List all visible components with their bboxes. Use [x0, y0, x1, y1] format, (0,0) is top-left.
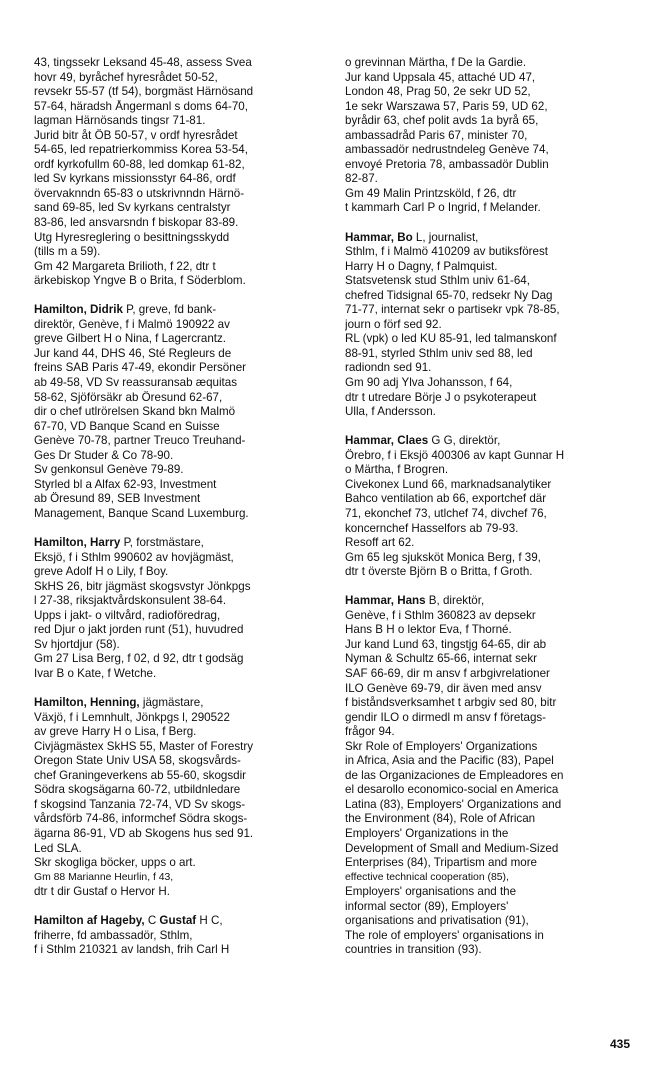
- entry-name: Hamilton, Didrik: [34, 303, 123, 317]
- entry-name: Hamilton, Henning,: [34, 696, 140, 710]
- text-line: SAF 66-69, dir m ansv f arbgivrelationer: [345, 666, 550, 680]
- entry-name: Hammar, Claes: [345, 434, 429, 448]
- text-line: dtr t överste Björn B o Britta, f Groth.: [345, 565, 533, 579]
- text-line: led Sv kyrkans missionsstyr 64-86, ordf: [34, 172, 236, 186]
- entry-hamilton-henning: [34, 696, 317, 900]
- text-line: 58-62, Sjöförsäkr ab Öresund 62-67,: [34, 390, 223, 404]
- text-line: SkHS 26, bitr jägmäst skogsvstyr Jönkpgs: [34, 579, 251, 593]
- text-line: ILO Genève 69-79, dir även med ansv: [345, 681, 542, 695]
- text-line: o Märtha, f Brogren.: [345, 463, 449, 477]
- text-line: Bahco ventilation ab 66, exportchef där: [345, 492, 547, 506]
- text-line: journ o förf sed 92.: [345, 317, 442, 331]
- text-line: Gm 27 Lisa Berg, f 02, d 92, dtr t godsäg: [34, 652, 244, 666]
- text-line: lagman Härnösands tingsr 71-81.: [34, 114, 206, 128]
- text-line: dir o chef utlrörelsen Skand bkn Malmö: [34, 405, 236, 419]
- entry-hamilton-didrik: [34, 303, 317, 521]
- entry-heading-rest: C: [144, 914, 160, 928]
- text-line: ambassadör nedrustndeleg Genève 74,: [345, 143, 549, 157]
- entry-hammar-bo: [345, 231, 628, 420]
- text-line: red Djur o jakt jorden runt (51), huvudred: [34, 623, 244, 637]
- left-column: [34, 56, 317, 972]
- entry-continuation: [345, 56, 628, 216]
- text-line: f i Sthlm 210321 av landsh, frih Carl H: [34, 943, 230, 957]
- text-line: Gm 49 Malin Printzsköld, f 26, dtr: [345, 186, 517, 200]
- text-line: freins SAB Paris 47-49, ekondir Persöner: [34, 361, 247, 375]
- entry-continuation: [34, 56, 317, 289]
- text-line: Jur kand 44, DHS 46, Sté Regleurs de: [34, 346, 232, 360]
- text-line: Latina (83), Employers' Organizations and: [345, 797, 562, 811]
- entry-heading: [34, 696, 317, 711]
- text-line: el desarollo economico-social en America: [345, 783, 559, 797]
- text-line: direktör, Genève, f i Malmö 190922 av: [34, 317, 230, 331]
- entry-hammar-hans: [345, 594, 628, 958]
- text-line: Gm 65 leg sjuksköt Monica Berg, f 39,: [345, 550, 541, 564]
- text-line: vårdsförb 74-86, informchef Södra skogs-: [34, 812, 248, 826]
- entry-heading-rest: G G, direktör,: [428, 434, 501, 448]
- text-line: Gm 88 Marianne Heurlin, f 43,: [34, 871, 174, 883]
- entry-heading: [345, 231, 628, 246]
- text-line: ab Öresund 89, SEB Investment: [34, 492, 201, 506]
- text-line: Employers' Organizations in the: [345, 826, 509, 840]
- text-line: Skr Role of Employers' Organizations: [345, 739, 538, 753]
- text-line: Sv hjortdjur (58).: [34, 637, 120, 651]
- text-line: greve Adolf H o Lily, f Boy.: [34, 565, 169, 579]
- entry-heading: [34, 536, 317, 551]
- text-line: Utg Hyresreglering o besittningsskydd: [34, 230, 230, 244]
- text-line: Harry H o Dagny, f Palmquist.: [345, 259, 498, 273]
- text-line: hovr 49, byråchef hyresrådet 50-52,: [34, 70, 218, 84]
- text-line: ambassadråd Paris 67, minister 70,: [345, 128, 528, 142]
- text-line: Management, Banque Scand Luxemburg.: [34, 506, 249, 520]
- text-line: f biståndsverksamhet t arbgiv sed 80, bitr: [345, 696, 557, 710]
- text-line: dtr t dir Gustaf o Hervor H.: [34, 885, 170, 899]
- text-line: Oregon State Univ USA 58, skogsvårds-: [34, 754, 241, 768]
- text-line: friherre, fd ambassadör, Sthlm,: [34, 928, 193, 942]
- text-line: Genève, f i Sthlm 360823 av depsekr: [345, 608, 536, 622]
- text-line: Hans B H o lektor Eva, f Thorné.: [345, 623, 512, 637]
- text-line: Sthlm, f i Malmö 410209 av butiksförest: [345, 245, 548, 259]
- entry-heading-rest: H C,: [196, 914, 223, 928]
- text-line: Styrled bl a Alfax 62-93, Investment: [34, 477, 217, 491]
- text-line: informal sector (89), Employers': [345, 899, 509, 913]
- text-line: Nyman & Schultz 65-66, internat sekr: [345, 652, 538, 666]
- text-line: Employers' organisations and the: [345, 885, 517, 899]
- text-line: Resoff art 62.: [345, 536, 415, 550]
- text-line: effective technical cooperation (85),: [345, 871, 509, 883]
- text-line: Eksjö, f i Sthlm 990602 av hovjägmäst,: [34, 550, 234, 564]
- entry-heading: [34, 914, 317, 929]
- text-line: övervaknndn 65-83 o utskrivnndn Härnö-: [34, 186, 245, 200]
- entry-heading-rest: P, greve, fd bank-: [122, 303, 217, 317]
- text-line: The role of employers' organisations in: [345, 928, 544, 942]
- text-line: 83-86, led ansvarsndn f biskopar 83-89.: [34, 216, 239, 230]
- text-line: Växjö, f i Lemnhult, Jönkpgs l, 290522: [34, 710, 230, 724]
- text-line: revsekr 55-57 (tf 54), borgmäst Härnösand: [34, 85, 254, 99]
- text-line: 57-64, häradsh Ångermanl s doms 64-70,: [34, 99, 248, 113]
- entry-name: Hamilton, Harry: [34, 536, 121, 550]
- entry-heading-rest: P, forstmästare,: [120, 536, 204, 550]
- text-line: o grevinnan Märtha, f De la Gardie.: [345, 56, 527, 69]
- text-line: Gm 42 Margareta Brilioth, f 22, dtr t: [34, 259, 216, 273]
- text-line: 43, tingssekr Leksand 45-48, assess Svea: [34, 56, 252, 69]
- text-line: av greve Harry H o Lisa, f Berg.: [34, 725, 197, 739]
- right-column: [345, 56, 628, 972]
- text-line: 71, ekonchef 73, utlchef 74, divchef 76,: [345, 506, 547, 520]
- entry-heading: [345, 594, 628, 609]
- text-line: l 27-38, riksjaktvårdskonsulent 38-64.: [34, 594, 227, 608]
- text-line: byrådir 63, chef polit avds 1a byrå 65,: [345, 114, 539, 128]
- text-line: ägarna 86-91, VD ab Skogens hus sed 91.: [34, 826, 254, 840]
- text-line: koncernchef Hasselfors ab 79-93.: [345, 521, 519, 535]
- text-line: 67-70, VD Banque Scand en Suisse: [34, 419, 220, 433]
- text-line: gendir ILO o dirmedl m ansv f företags-: [345, 710, 547, 724]
- text-line: dtr t utredare Börje J o psykoterapeut: [345, 390, 537, 404]
- text-line: envoyé Pretoria 78, ambassadör Dublin: [345, 157, 549, 171]
- text-line: organisations and privatisation (91),: [345, 914, 529, 928]
- text-line: greve Gilbert H o Nina, f Lagercrantz.: [34, 332, 227, 346]
- text-line: radiondn sed 91.: [345, 361, 432, 375]
- text-line: Jur kand Uppsala 45, attaché UD 47,: [345, 70, 536, 84]
- text-line: Civjägmästex SkHS 55, Master of Forestry: [34, 739, 254, 753]
- entry-heading: [34, 303, 317, 318]
- text-line: Upps i jakt- o viltvård, radioföredrag,: [34, 608, 221, 622]
- text-line: Development of Small and Medium-Sized: [345, 841, 559, 855]
- entry-name-callname: Gustaf: [159, 914, 197, 928]
- text-line: 88-91, styrled Sthlm univ sed 88, led: [345, 346, 533, 360]
- entry-heading-rest: B, direktör,: [425, 594, 485, 608]
- entry-hamilton-af-hageby-gustaf: [34, 914, 317, 958]
- text-line: Ulla, f Andersson.: [345, 405, 436, 419]
- text-line: 82-87.: [345, 172, 378, 186]
- text-line: Ivar B o Kate, f Wetche.: [34, 666, 157, 680]
- text-line: sand 69-85, led Sv kyrkans centralstyr: [34, 201, 231, 215]
- text-line: Statsvetensk stud Sthlm univ 61-64,: [345, 274, 530, 288]
- entry-heading-rest: L, journalist,: [412, 230, 479, 244]
- text-line: frågor 94.: [345, 725, 395, 739]
- page-number: 435: [609, 1037, 630, 1051]
- text-line: 71-77, internat sekr o partisekr vpk 78-85,: [345, 303, 560, 317]
- text-line: Skr skogliga böcker, upps o art.: [34, 856, 196, 870]
- entry-hamilton-harry: [34, 536, 317, 681]
- text-line: ordf kyrkofullm 60-88, led domkap 61-82,: [34, 157, 245, 171]
- text-line: the Environment (84), Role of African: [345, 812, 536, 826]
- text-line: 54-65, led repatrierkommiss Korea 53-54,: [34, 143, 248, 157]
- entry-hammar-claes: [345, 434, 628, 579]
- text-line: Sv genkonsul Genève 79-89.: [34, 463, 184, 477]
- text-line: f skogsind Tanzania 72-74, VD Sv skogs-: [34, 797, 246, 811]
- entry-name: Hammar, Bo: [345, 230, 413, 244]
- text-line: Ges Dr Studer & Co 78-90.: [34, 448, 174, 462]
- entry-heading: [345, 434, 628, 449]
- text-line: London 48, Prag 50, 2e sekr UD 52,: [345, 85, 531, 99]
- text-line: Led SLA.: [34, 841, 82, 855]
- text-line: (tills m a 59).: [34, 245, 101, 259]
- text-line: Södra skogsägarna 60-72, utbildnledare: [34, 783, 241, 797]
- text-line: RL (vpk) o led KU 85-91, led talmanskonf: [345, 332, 557, 346]
- text-line: chef Graningeverkens ab 55-60, skogsdir: [34, 768, 247, 782]
- text-line: Civekonex Lund 66, marknadsanalytiker: [345, 477, 552, 491]
- text-line: Enterprises (84), Tripartism and more: [345, 856, 538, 870]
- entry-name: Hammar, Hans: [345, 594, 426, 608]
- text-line: chefred Tidsignal 65-70, redsekr Ny Dag: [345, 288, 553, 302]
- text-line: de las Organizaciones de Empleadores en: [345, 768, 564, 782]
- text-line: Örebro, f i Eksjö 400306 av kapt Gunnar H: [345, 448, 565, 462]
- text-line: 1e sekr Warszawa 57, Paris 59, UD 62,: [345, 99, 548, 113]
- text-line: countries in transition (93).: [345, 943, 482, 957]
- text-line: Jur kand Lund 63, tingstjg 64-65, dir ab: [345, 637, 547, 651]
- text-line: Gm 90 adj Ylva Johansson, f 64,: [345, 376, 513, 390]
- text-line: t kammarh Carl P o Ingrid, f Melander.: [345, 201, 541, 215]
- text-line: in Africa, Asia and the Pacific (83), Papel: [345, 754, 554, 768]
- text-line: ab 49-58, VD Sv reassuransab æquitas: [34, 376, 238, 390]
- text-line: Genève 70-78, partner Treuco Treuhand-: [34, 434, 246, 448]
- text-line: Jurid bitr åt ÖB 50-57, v ordf hyresrådet: [34, 128, 238, 142]
- text-line: ärkebiskop Yngve B o Brita, f Söderblom.: [34, 274, 246, 288]
- entry-name: Hamilton af Hageby,: [34, 914, 145, 928]
- entry-heading-rest: jägmästare,: [139, 696, 204, 710]
